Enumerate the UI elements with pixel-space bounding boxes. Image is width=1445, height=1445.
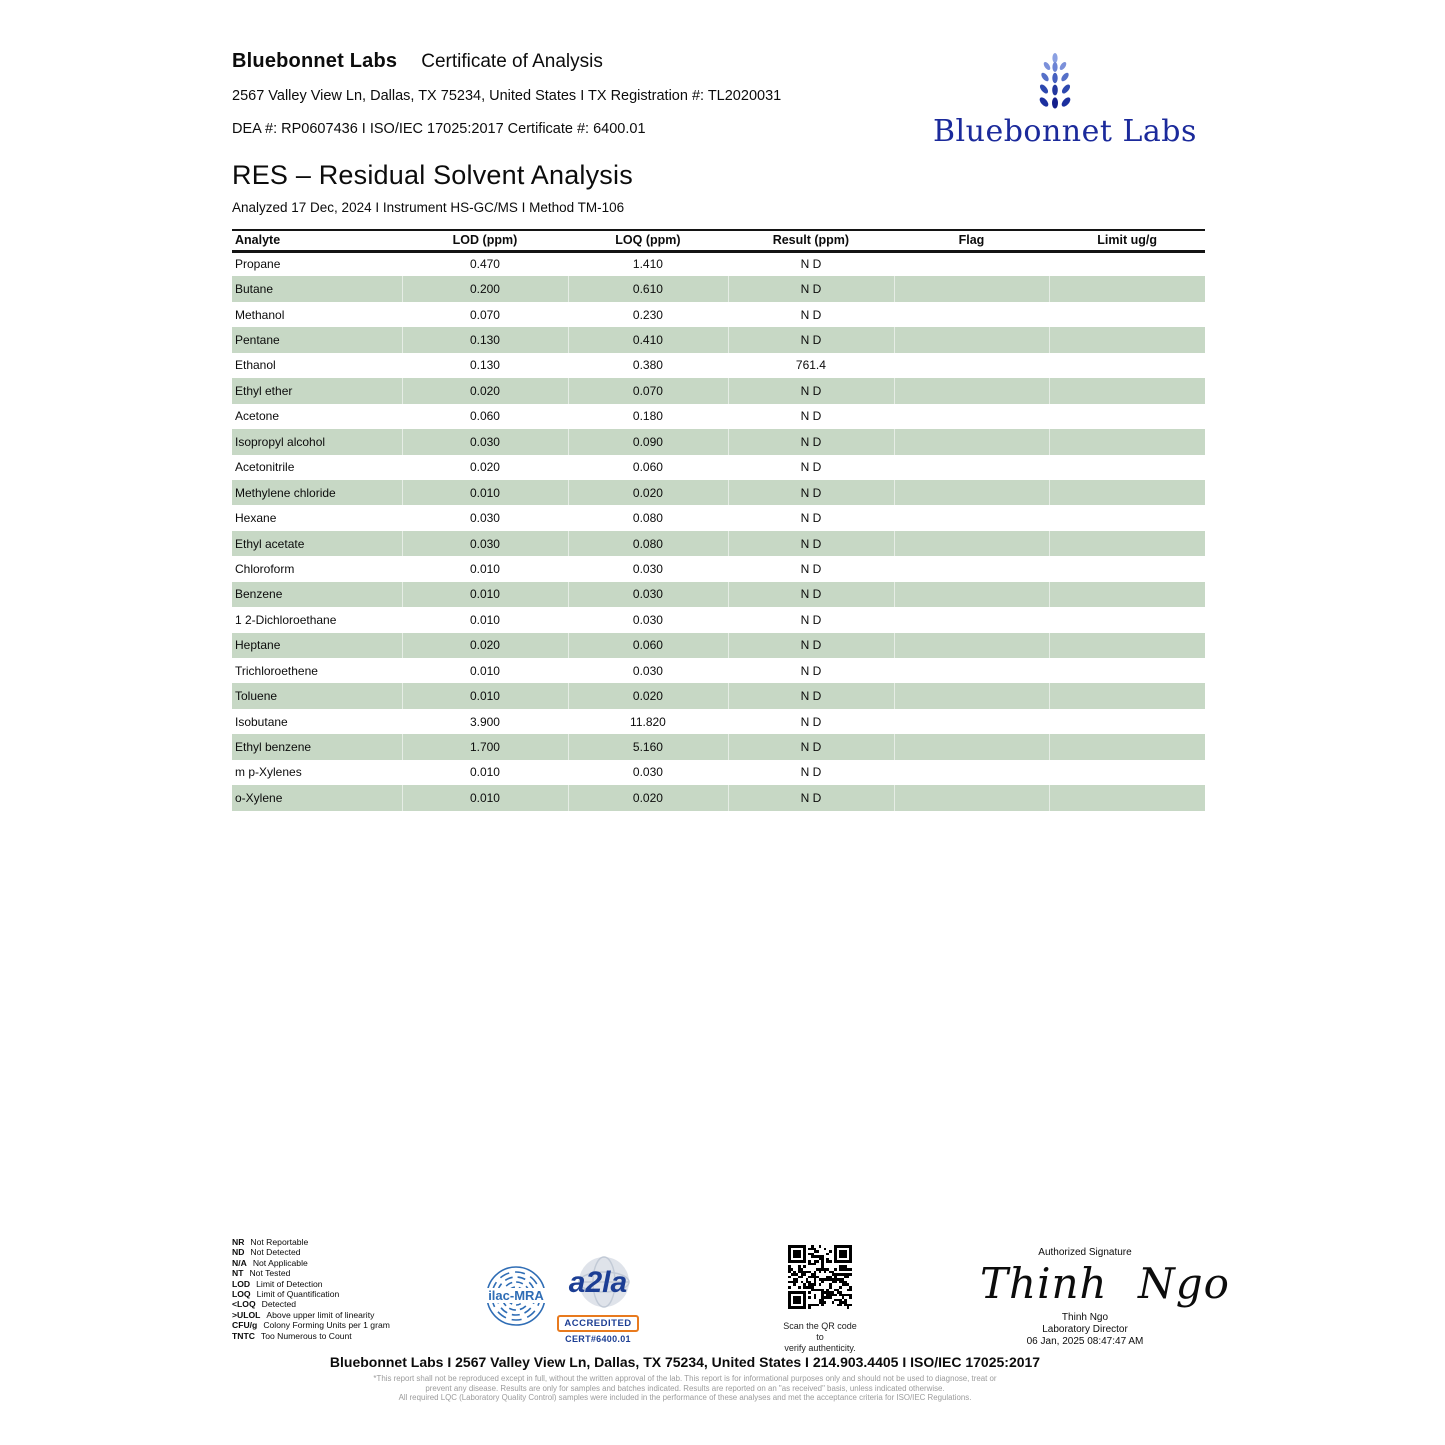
flag-cell (894, 505, 1050, 530)
analyte-cell: Acetonitrile (235, 460, 295, 475)
flag-cell (894, 429, 1050, 454)
result-cell: N D (800, 612, 822, 627)
loq-cell: 0.180 (632, 409, 663, 424)
table-row (232, 404, 1205, 429)
table-row (232, 276, 1205, 301)
legend-item: LOQ Limit of Quantification (232, 1289, 340, 1300)
limit-cell (1049, 709, 1205, 734)
loq-cell: 11.820 (630, 714, 666, 729)
legend-item: TNTC Too Numerous to Count (232, 1330, 352, 1341)
signature-heading: Authorized Signature (1038, 1247, 1132, 1258)
flag-cell (894, 480, 1050, 505)
result-cell: N D (728, 734, 893, 759)
analyte-cell: o-Xylene (232, 785, 402, 810)
signer-name: Thinh Ngo (1061, 1312, 1109, 1323)
brand-logo (933, 52, 1197, 149)
lod-cell: 0.010 (469, 663, 500, 678)
loq-cell: 0.020 (568, 785, 729, 810)
analyte-cell: Hexane (235, 511, 277, 526)
limit-cell (1049, 455, 1205, 480)
legend-item: CFU/g Colony Forming Units per 1 gram (232, 1320, 390, 1331)
loq-cell: 0.030 (632, 765, 663, 780)
column-header-limit: Limit ug/g (1049, 230, 1205, 251)
qr-code (788, 1245, 852, 1309)
result-cell: N D (728, 429, 893, 454)
flag-cell (894, 455, 1050, 480)
table-row (232, 633, 1205, 658)
loq-cell: 0.030 (568, 582, 729, 607)
analyte-cell: Pentane (232, 327, 402, 352)
signer-title: Laboratory Director (1042, 1324, 1128, 1335)
flag-cell (894, 531, 1050, 556)
footer-contact-line: Bluebonnet Labs I 2567 Valley View Ln, Dallas, TX 75234, United States I 214.903.4405 I ISO/IEC 17025:2017 (329, 1354, 1041, 1370)
legend-item: >ULOL Above upper limit of linearity (232, 1309, 375, 1320)
limit-cell (1049, 658, 1205, 683)
report-subtitle: Analyzed 17 Dec, 2024 I Instrument HS-GC/MS I Method TM-106 (232, 200, 625, 215)
flag-cell (894, 302, 1050, 327)
table-row (232, 455, 1205, 480)
analyte-cell: Chloroform (235, 561, 295, 576)
lod-cell: 0.010 (469, 765, 500, 780)
result-cell: N D (800, 460, 822, 475)
loq-cell: 0.610 (568, 276, 729, 301)
bluebonnet-flower-icon (1029, 52, 1081, 110)
limit-cell (1049, 556, 1205, 581)
signature-script: Thinh Ngo (980, 1259, 1230, 1308)
limit-cell (1049, 531, 1205, 556)
loq-cell: 0.380 (632, 358, 663, 373)
result-cell: N D (800, 511, 822, 526)
analyte-cell: 1 2-Dichloroethane (235, 612, 337, 627)
loq-cell: 1.410 (632, 257, 663, 272)
accredited-badge: ACCREDITED (557, 1315, 638, 1332)
table-row (232, 505, 1205, 530)
analyte-cell: Acetone (235, 409, 280, 424)
legend-item: <LOQ Detected (232, 1299, 297, 1310)
result-cell: N D (800, 765, 822, 780)
qr-caption: Scan the QR code to verify authenticity. (783, 1321, 857, 1353)
document-header (232, 50, 892, 137)
flag-cell (894, 760, 1050, 785)
legend-item: NT Not Tested (232, 1268, 291, 1279)
result-cell: N D (800, 257, 822, 272)
lod-cell: 0.010 (402, 785, 567, 810)
table-row (232, 302, 1205, 327)
result-cell: N D (800, 561, 822, 576)
analyte-cell: Toluene (232, 683, 402, 708)
flag-cell (894, 404, 1050, 429)
flag-cell (894, 633, 1050, 658)
result-cell: 761.4 (795, 358, 826, 373)
loq-cell: 5.160 (568, 734, 729, 759)
analyte-cell: Methylene chloride (232, 480, 402, 505)
limit-cell (1049, 276, 1205, 301)
flag-cell (894, 734, 1050, 759)
table-row (232, 734, 1205, 759)
table-row (232, 251, 1205, 276)
limit-cell (1049, 607, 1205, 632)
lod-cell: 0.010 (402, 480, 567, 505)
loq-cell: 0.080 (568, 531, 729, 556)
limit-cell (1049, 353, 1205, 378)
loq-cell: 0.060 (568, 633, 729, 658)
lod-cell: 0.130 (469, 358, 500, 373)
loq-cell: 0.030 (632, 561, 663, 576)
document-type: Certificate of Analysis (421, 51, 603, 72)
limit-cell (1049, 429, 1205, 454)
legend-item: NR Not Reportable (232, 1237, 309, 1247)
result-cell: N D (728, 480, 893, 505)
lod-cell: 0.010 (469, 612, 500, 627)
legend-item: N/A Not Applicable (232, 1257, 308, 1268)
table-row (232, 658, 1205, 683)
svg-text:ilac-MRA: ilac-MRA (488, 1288, 544, 1303)
loq-cell: 0.410 (568, 327, 729, 352)
flag-cell (894, 709, 1050, 734)
lod-cell: 0.030 (402, 429, 567, 454)
column-header-lod: LOD (ppm) (402, 230, 567, 251)
flag-cell (894, 785, 1050, 810)
dea-certificate-line: DEA #: RP0607436 I ISO/IEC 17025:2017 Certificate #: 6400.01 (232, 121, 646, 137)
results-table-body (232, 251, 1205, 811)
lod-cell: 0.010 (402, 683, 567, 708)
result-cell: N D (728, 633, 893, 658)
lab-address: 2567 Valley View Ln, Dallas, TX 75234, United States I TX Registration #: TL2020031 (232, 88, 782, 104)
table-row (232, 607, 1205, 632)
result-cell: N D (728, 531, 893, 556)
analyte-cell: Ethyl ether (232, 378, 402, 403)
lod-cell: 1.700 (402, 734, 567, 759)
flag-cell (894, 683, 1050, 708)
loq-cell: 0.030 (632, 612, 663, 627)
flag-cell (894, 327, 1050, 352)
limit-cell (1049, 734, 1205, 759)
table-row (232, 327, 1205, 352)
table-row (232, 480, 1205, 505)
svg-text:a2la: a2la (568, 1266, 628, 1299)
column-header-flag: Flag (894, 230, 1050, 251)
lod-cell: 0.070 (469, 307, 500, 322)
flag-cell (894, 658, 1050, 683)
lod-cell: 3.900 (469, 714, 500, 729)
limit-cell (1049, 633, 1205, 658)
loq-cell: 0.080 (632, 511, 663, 526)
limit-cell (1049, 327, 1205, 352)
table-header-row (232, 230, 1205, 251)
flag-cell (894, 276, 1050, 301)
brand-wordmark: Bluebonnet Labs (933, 114, 1197, 149)
analyte-cell: Methanol (235, 307, 285, 322)
ilac-mra-icon (485, 1260, 547, 1332)
lod-cell: 0.030 (469, 511, 500, 526)
loq-cell: 0.230 (632, 307, 663, 322)
table-row (232, 683, 1205, 708)
result-cell: N D (800, 307, 822, 322)
analyte-cell: Ethyl benzene (232, 734, 402, 759)
table-row (232, 353, 1205, 378)
column-header-analyte: Analyte (232, 230, 402, 251)
a2la-logo (551, 1256, 645, 1344)
lod-cell: 0.010 (469, 561, 500, 576)
analyte-cell: Isopropyl alcohol (232, 429, 402, 454)
results-table (232, 229, 1205, 811)
analyte-cell: Butane (232, 276, 402, 301)
lod-cell: 0.020 (402, 378, 567, 403)
analyte-cell: Heptane (232, 633, 402, 658)
loq-cell: 0.060 (632, 460, 663, 475)
lod-cell: 0.010 (402, 582, 567, 607)
cert-number: CERT#6400.01 (565, 1334, 631, 1344)
qr-block (780, 1245, 860, 1354)
table-row (232, 785, 1205, 810)
analyte-cell: Propane (235, 257, 281, 272)
result-cell: N D (728, 327, 893, 352)
lod-cell: 0.130 (402, 327, 567, 352)
table-row (232, 378, 1205, 403)
analyte-cell: m p-Xylenes (235, 765, 302, 780)
lod-cell: 0.470 (469, 257, 500, 272)
legend-item: LOD Limit of Detection (232, 1278, 323, 1289)
result-cell: N D (728, 276, 893, 301)
lod-cell: 0.020 (469, 460, 500, 475)
ilac-mra-logo (485, 1260, 547, 1337)
lod-cell: 0.030 (402, 531, 567, 556)
limit-cell (1049, 480, 1205, 505)
table-row (232, 709, 1205, 734)
analyte-cell: Ethanol (235, 358, 276, 373)
a2la-globe-icon (558, 1256, 638, 1308)
footer-disclaimer: *This report shall not be reproduced except in full, without the written approval of the lab. This report is for informational purposes only and should not be used to diagnose, treat or prevent any disease. Results are only for samples and batches indicated. Results are reported on an "as received" basis, unless indicated otherwise. All required LQC (Laboratory Quality Control) samples were included in the performance of these analyses and met the acceptance criteria for ISO/IEC Regulations. (373, 1374, 997, 1403)
loq-cell: 0.020 (568, 480, 729, 505)
lod-cell: 0.060 (469, 409, 500, 424)
result-cell: N D (728, 582, 893, 607)
flag-cell (894, 353, 1050, 378)
analyte-cell: Benzene (232, 582, 402, 607)
limit-cell (1049, 302, 1205, 327)
signature-datetime: 06 Jan, 2025 08:47:47 AM (1026, 1336, 1144, 1347)
result-cell: N D (728, 785, 893, 810)
lab-name: Bluebonnet Labs (232, 50, 398, 72)
loq-cell: 0.070 (568, 378, 729, 403)
legend-item: ND Not Detected (232, 1247, 301, 1258)
table-row (232, 760, 1205, 785)
column-header-result: Result (ppm) (728, 230, 893, 251)
lod-cell: 0.020 (402, 633, 567, 658)
flag-cell (894, 582, 1050, 607)
analyte-cell: Isobutane (235, 714, 288, 729)
limit-cell (1049, 378, 1205, 403)
limit-cell (1049, 683, 1205, 708)
loq-cell: 0.020 (568, 683, 729, 708)
loq-cell: 0.030 (632, 663, 663, 678)
result-cell: N D (800, 714, 822, 729)
flag-cell (894, 556, 1050, 581)
limit-cell (1049, 785, 1205, 810)
limit-cell (1049, 251, 1205, 276)
lod-cell: 0.200 (402, 276, 567, 301)
flag-cell (894, 607, 1050, 632)
limit-cell (1049, 582, 1205, 607)
result-cell: N D (728, 378, 893, 403)
table-row (232, 556, 1205, 581)
flag-cell (894, 251, 1050, 276)
limit-cell (1049, 404, 1205, 429)
document-footer (160, 1354, 1210, 1403)
column-header-loq: LOQ (ppm) (568, 230, 729, 251)
abbreviation-legend (232, 1237, 390, 1341)
table-row (232, 429, 1205, 454)
analyte-cell: Trichloroethene (235, 663, 318, 678)
table-row (232, 531, 1205, 556)
result-cell: N D (728, 683, 893, 708)
analyte-cell: Ethyl acetate (232, 531, 402, 556)
loq-cell: 0.090 (568, 429, 729, 454)
flag-cell (894, 378, 1050, 403)
report-heading (232, 160, 633, 215)
table-row (232, 582, 1205, 607)
result-cell: N D (800, 663, 822, 678)
result-cell: N D (800, 409, 822, 424)
limit-cell (1049, 760, 1205, 785)
report-title: RES – Residual Solvent Analysis (232, 160, 633, 190)
limit-cell (1049, 505, 1205, 530)
signature-block (980, 1247, 1230, 1348)
